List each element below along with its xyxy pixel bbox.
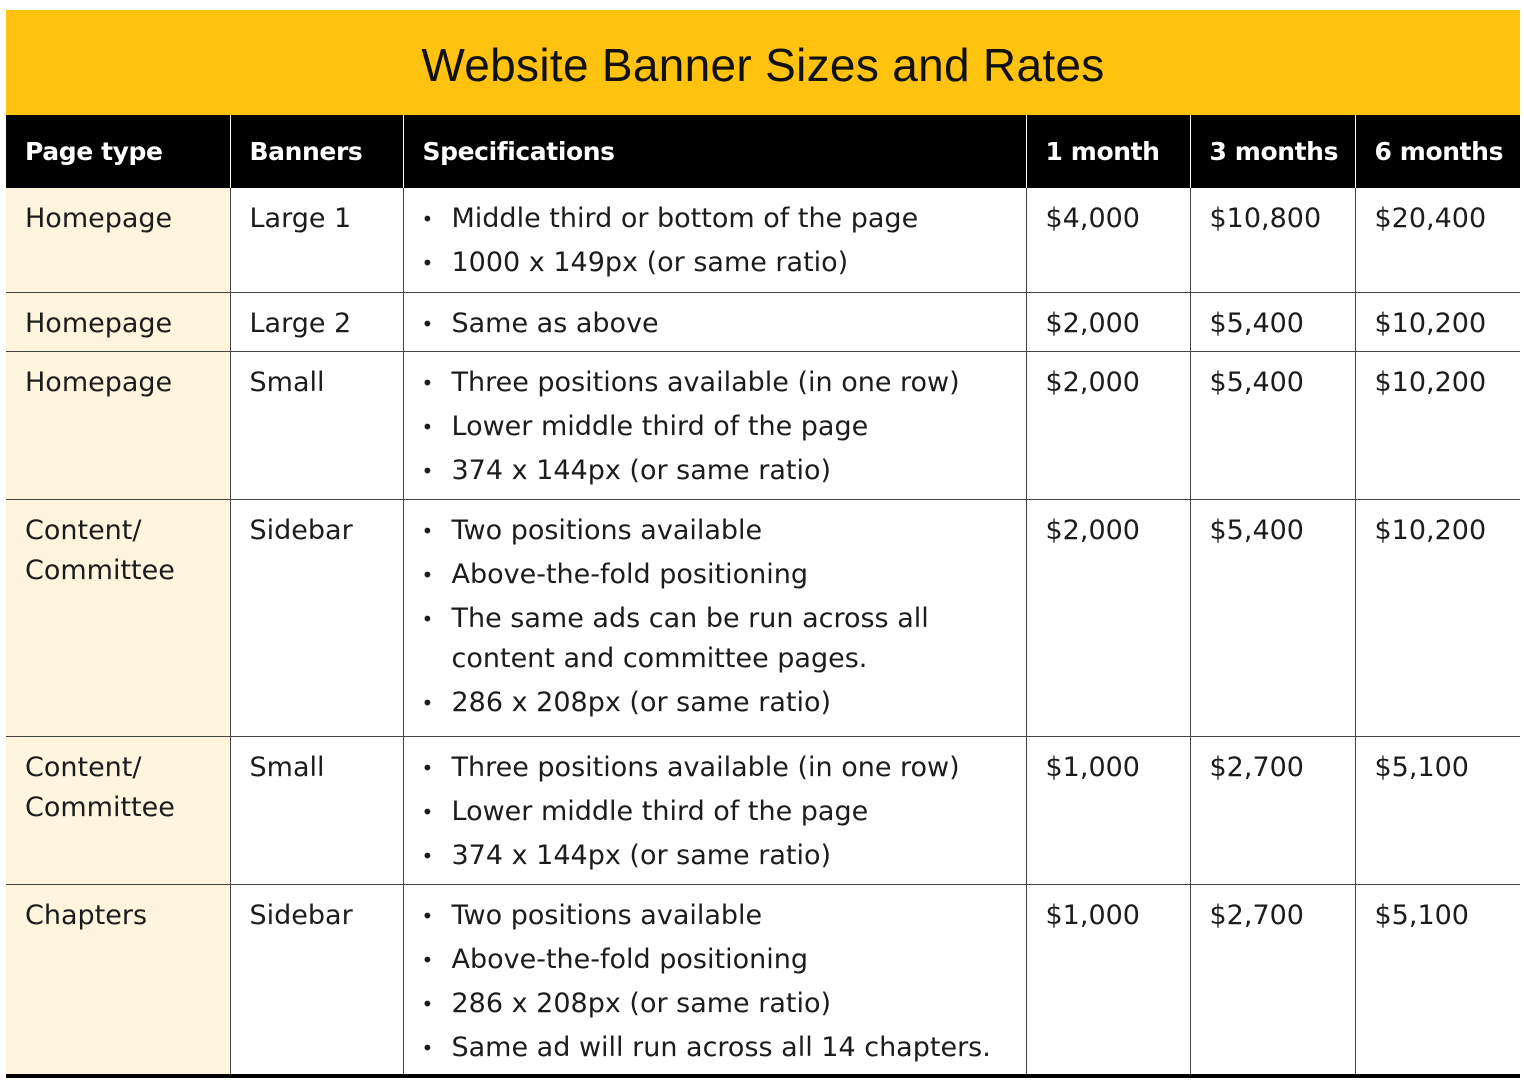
header-3-months: 3 months bbox=[1190, 115, 1355, 188]
price-1-month: $2,000 bbox=[1026, 292, 1190, 351]
spec-item: • Above-the-fold positioning bbox=[422, 940, 1026, 980]
table-row bbox=[6, 351, 1520, 499]
price-1-month: $2,000 bbox=[1026, 351, 1190, 499]
price-1-month: $2,000 bbox=[1026, 499, 1190, 736]
header-page-type: Page type bbox=[6, 115, 230, 188]
header-row bbox=[6, 115, 1520, 188]
table-row bbox=[6, 188, 1520, 292]
header-specifications: Specifications bbox=[403, 115, 1026, 188]
table-row bbox=[6, 499, 1520, 736]
banner-cell: Small bbox=[230, 736, 403, 884]
page-type-cell: Content/ Committee bbox=[6, 736, 230, 884]
spec-item: • Three positions available (in one row) bbox=[422, 748, 1026, 788]
banner-cell: Large 1 bbox=[230, 188, 403, 292]
page-type-cell: Chapters bbox=[6, 884, 230, 1076]
table-row bbox=[6, 736, 1520, 884]
specifications-cell bbox=[403, 736, 1026, 884]
rates-table bbox=[6, 115, 1520, 1078]
specifications-cell bbox=[403, 351, 1026, 499]
spec-item: • Lower middle third of the page bbox=[422, 792, 1026, 832]
price-3-months: $10,800 bbox=[1190, 188, 1355, 292]
spec-item: • Same as above bbox=[422, 304, 1026, 344]
spec-item: • Three positions available (in one row) bbox=[422, 363, 1026, 403]
price-1-month: $1,000 bbox=[1026, 736, 1190, 884]
specifications-cell bbox=[403, 499, 1026, 736]
rates-sheet bbox=[6, 10, 1520, 1078]
spec-item: • Above-the-fold positioning bbox=[422, 555, 986, 595]
spec-item: • 286 x 208px (or same ratio) bbox=[422, 984, 1026, 1024]
spec-item: • 1000 x 149px (or same ratio) bbox=[422, 243, 1026, 283]
spec-item: • The same ads can be run across all content and committee pages. bbox=[422, 599, 986, 679]
banner-cell: Sidebar bbox=[230, 499, 403, 736]
banner-cell: Small bbox=[230, 351, 403, 499]
banner-cell: Large 2 bbox=[230, 292, 403, 351]
price-3-months: $2,700 bbox=[1190, 736, 1355, 884]
specifications-cell bbox=[403, 884, 1026, 1076]
spec-item: • 374 x 144px (or same ratio) bbox=[422, 836, 1026, 876]
price-6-months: $20,400 bbox=[1355, 188, 1520, 292]
spec-item: • 374 x 144px (or same ratio) bbox=[422, 451, 1026, 491]
header-6-months: 6 months bbox=[1355, 115, 1520, 188]
page-type-cell: Content/ Committee bbox=[6, 499, 230, 736]
spec-item: • Middle third or bottom of the page bbox=[422, 199, 1026, 239]
spec-item: • Two positions available bbox=[422, 896, 1026, 936]
page-type-cell: Homepage bbox=[6, 351, 230, 499]
banner-cell: Sidebar bbox=[230, 884, 403, 1076]
spec-item: • 286 x 208px (or same ratio) bbox=[422, 683, 986, 723]
price-1-month: $4,000 bbox=[1026, 188, 1190, 292]
page-type-cell: Homepage bbox=[6, 188, 230, 292]
header-1-month: 1 month bbox=[1026, 115, 1190, 188]
specifications-cell bbox=[403, 292, 1026, 351]
price-6-months: $10,200 bbox=[1355, 351, 1520, 499]
table-row bbox=[6, 884, 1520, 1076]
specifications-cell bbox=[403, 188, 1026, 292]
spec-item: • Same ad will run across all 14 chapters. bbox=[422, 1028, 1026, 1068]
price-6-months: $10,200 bbox=[1355, 292, 1520, 351]
price-3-months: $5,400 bbox=[1190, 499, 1355, 736]
spec-item: • Two positions available bbox=[422, 511, 986, 551]
price-3-months: $5,400 bbox=[1190, 351, 1355, 499]
price-3-months: $5,400 bbox=[1190, 292, 1355, 351]
table-row bbox=[6, 292, 1520, 351]
page-title: Website Banner Sizes and Rates bbox=[421, 38, 1105, 91]
page-type-cell: Homepage bbox=[6, 292, 230, 351]
price-6-months: $10,200 bbox=[1355, 499, 1520, 736]
spec-item: • Lower middle third of the page bbox=[422, 407, 1026, 447]
price-6-months: $5,100 bbox=[1355, 736, 1520, 884]
header-banners: Banners bbox=[230, 115, 403, 188]
price-3-months: $2,700 bbox=[1190, 884, 1355, 1076]
title-bar bbox=[6, 10, 1520, 115]
price-1-month: $1,000 bbox=[1026, 884, 1190, 1076]
price-6-months: $5,100 bbox=[1355, 884, 1520, 1076]
